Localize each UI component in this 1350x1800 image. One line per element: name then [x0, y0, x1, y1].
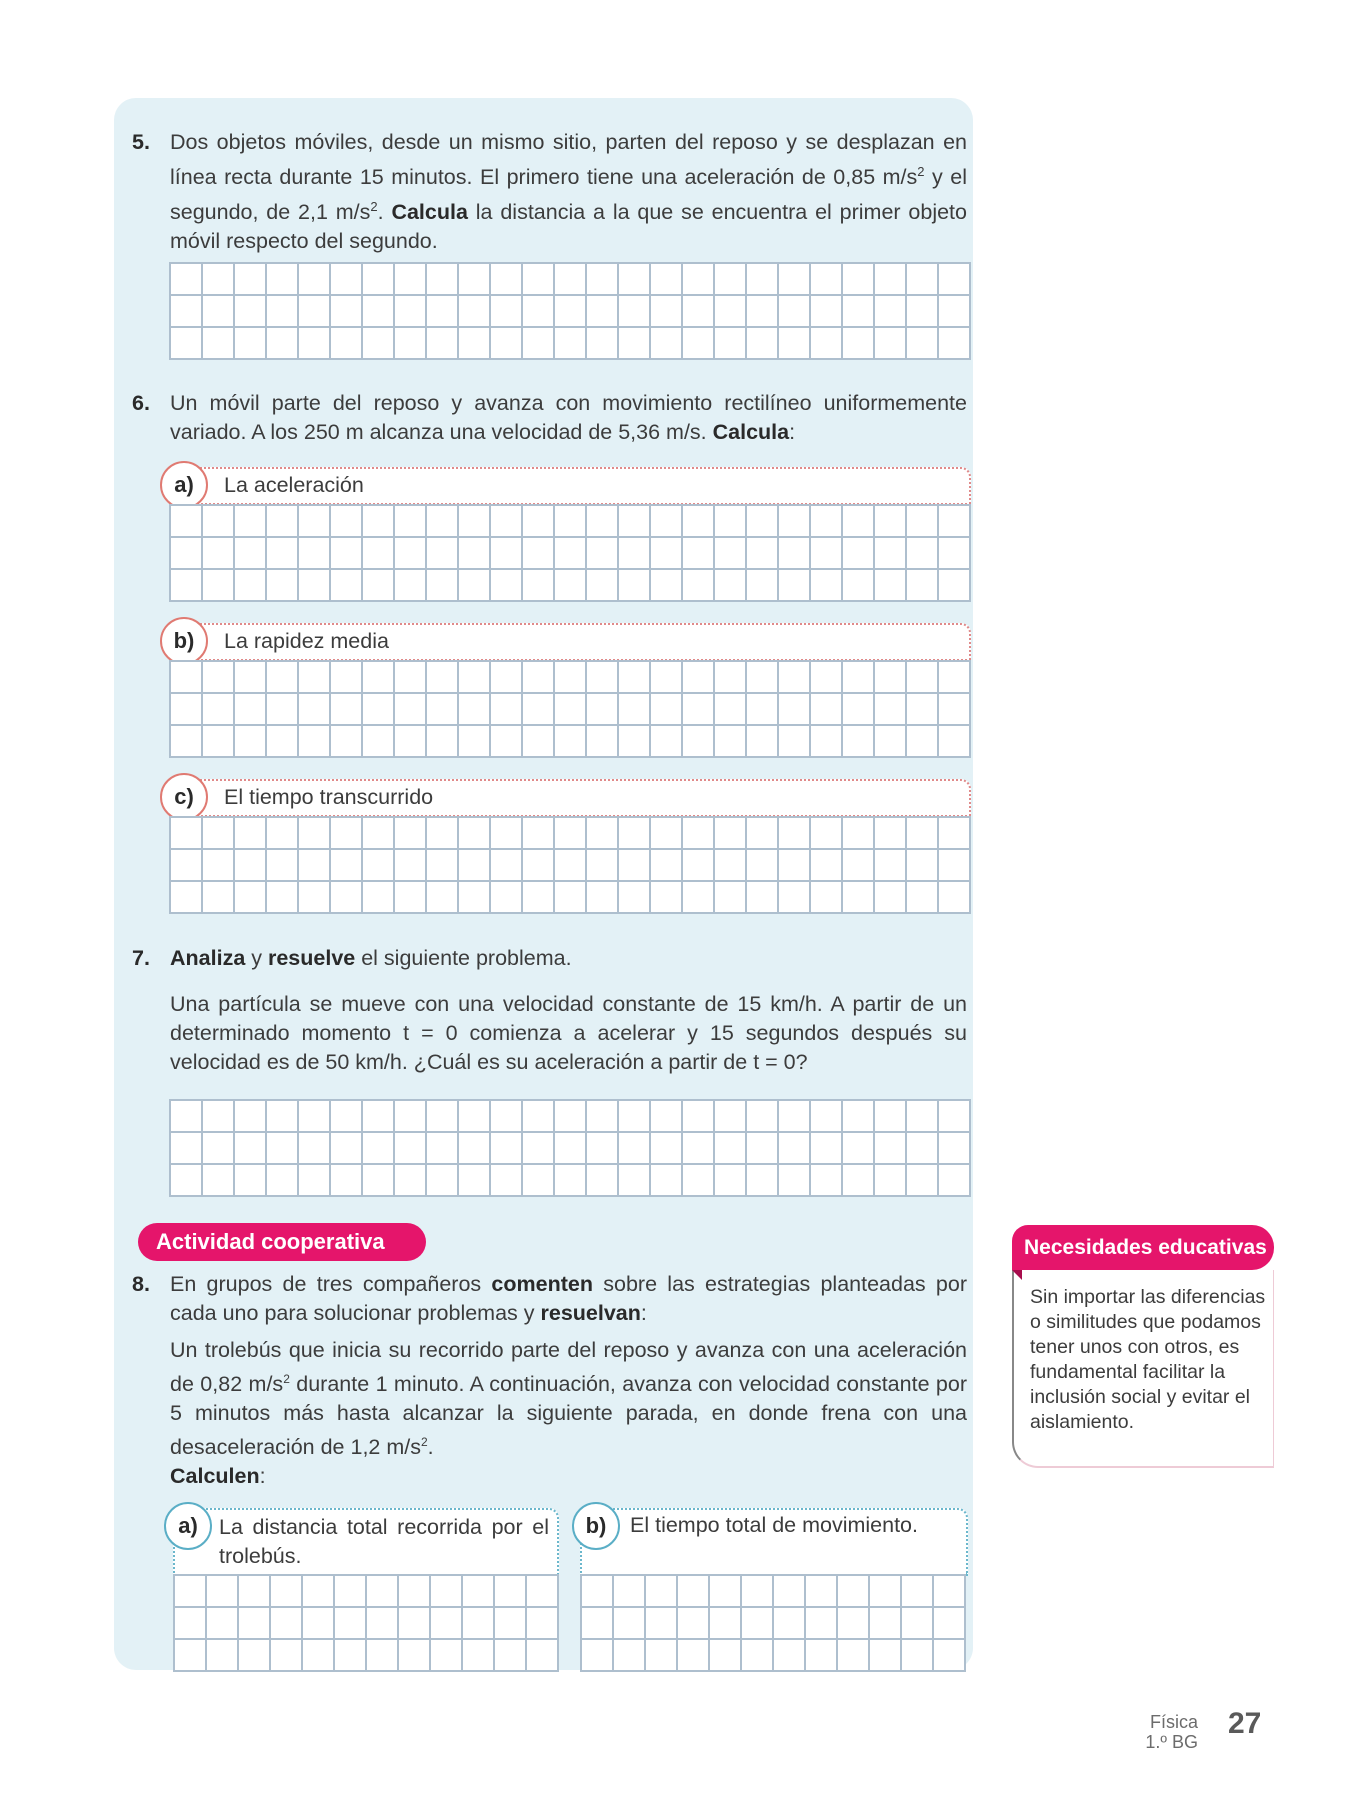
question-7-problem: Una partícula se mueve con una velocidad constante de 15 km/h. A partir de un determinado momento t = 0 comienza a acelerar y 15 segundos después su velocidad es de 50 km/h. ¿Cuál es su aceleración a partir de t = 0?: [170, 992, 967, 1074]
question-6: 6. Un móvil parte del reposo y avanza con movimiento rectilíneo uniformemente variado. A los 250 m alcanza una velocidad de 5,36 m/s. Calcula:: [132, 391, 967, 444]
ribbon-fold-icon: [1012, 1270, 1022, 1280]
part-a-label-bar: La aceleración: [176, 467, 971, 505]
part-a-badge: a): [160, 461, 208, 509]
question-8-problem: Un trolebús que inicia su recorrido parte del reposo y avanza con una aceleración de 0,82 $m/s^2$ durante 1 minuto. A continuación, avanza con velocidad constante por 5 minutos más hasta alcanzar la siguiente parada, en donde frena con una desaceleración de 1,2 $m/s^2$.: [170, 1338, 967, 1460]
answer-grid-q6b[interactable]: [169, 660, 971, 758]
question-number: 6.: [132, 391, 150, 415]
q8-part-b-label-bar: El tiempo total de movimiento.: [580, 1508, 968, 1576]
answer-grid-q6c[interactable]: [169, 816, 971, 914]
answer-grid-q5[interactable]: [169, 262, 971, 360]
question-number: 8.: [132, 1272, 150, 1296]
part-b-badge: b): [160, 617, 208, 665]
answer-grid-q8b[interactable]: [580, 1574, 966, 1672]
footer-subject: Física 1.º BG: [1145, 1712, 1198, 1752]
educational-needs-text: Sin importar las diferencias o similitudes que podamos tener unos con otros, es fundamental facilitar la inclusión social y evitar el aislamiento.: [1030, 1286, 1266, 1433]
part-c-badge: c): [160, 773, 208, 821]
q8-part-a-badge: a): [164, 1502, 212, 1550]
educational-needs-title: Necesidades educativas: [1012, 1225, 1274, 1270]
question-7: 7. Analiza y resuelve el siguiente problema.: [170, 944, 967, 973]
cooperative-activity-badge: Actividad cooperativa: [138, 1223, 426, 1261]
question-8: 8. En grupos de tres compañeros comenten sobre las estrategias planteadas por cada uno para solucionar problemas y resuelvan:: [132, 1272, 967, 1325]
educational-needs-box: [1012, 1225, 1274, 1468]
question-5: 5. Dos objetos móviles, desde un mismo sitio, parten del reposo y se desplazan en línea recta durante 15 minutos. El primero tiene una aceleración de 0,85 $m/s^2$ y el segundo, de 2,1 $m/s^2$. Calcula la distancia a la que se encuentra el primer objeto móvil respecto del segundo.: [132, 130, 967, 254]
calculen-heading: Calculen:: [170, 1464, 266, 1488]
part-b-label-bar: La rapidez media: [176, 623, 971, 661]
q8-part-b-badge: b): [572, 1502, 620, 1550]
q8-part-a-label-bar: La distancia total recorrida por el trolebús.: [173, 1508, 559, 1576]
question-number: 5.: [132, 130, 150, 154]
answer-grid-q6a[interactable]: [169, 504, 971, 602]
part-c-label-bar: El tiempo transcurrido: [176, 779, 971, 817]
answer-grid-q7[interactable]: [169, 1099, 971, 1197]
question-number: 7.: [132, 946, 150, 970]
answer-grid-q8a[interactable]: [173, 1574, 559, 1672]
page-number: 27: [1228, 1707, 1262, 1740]
